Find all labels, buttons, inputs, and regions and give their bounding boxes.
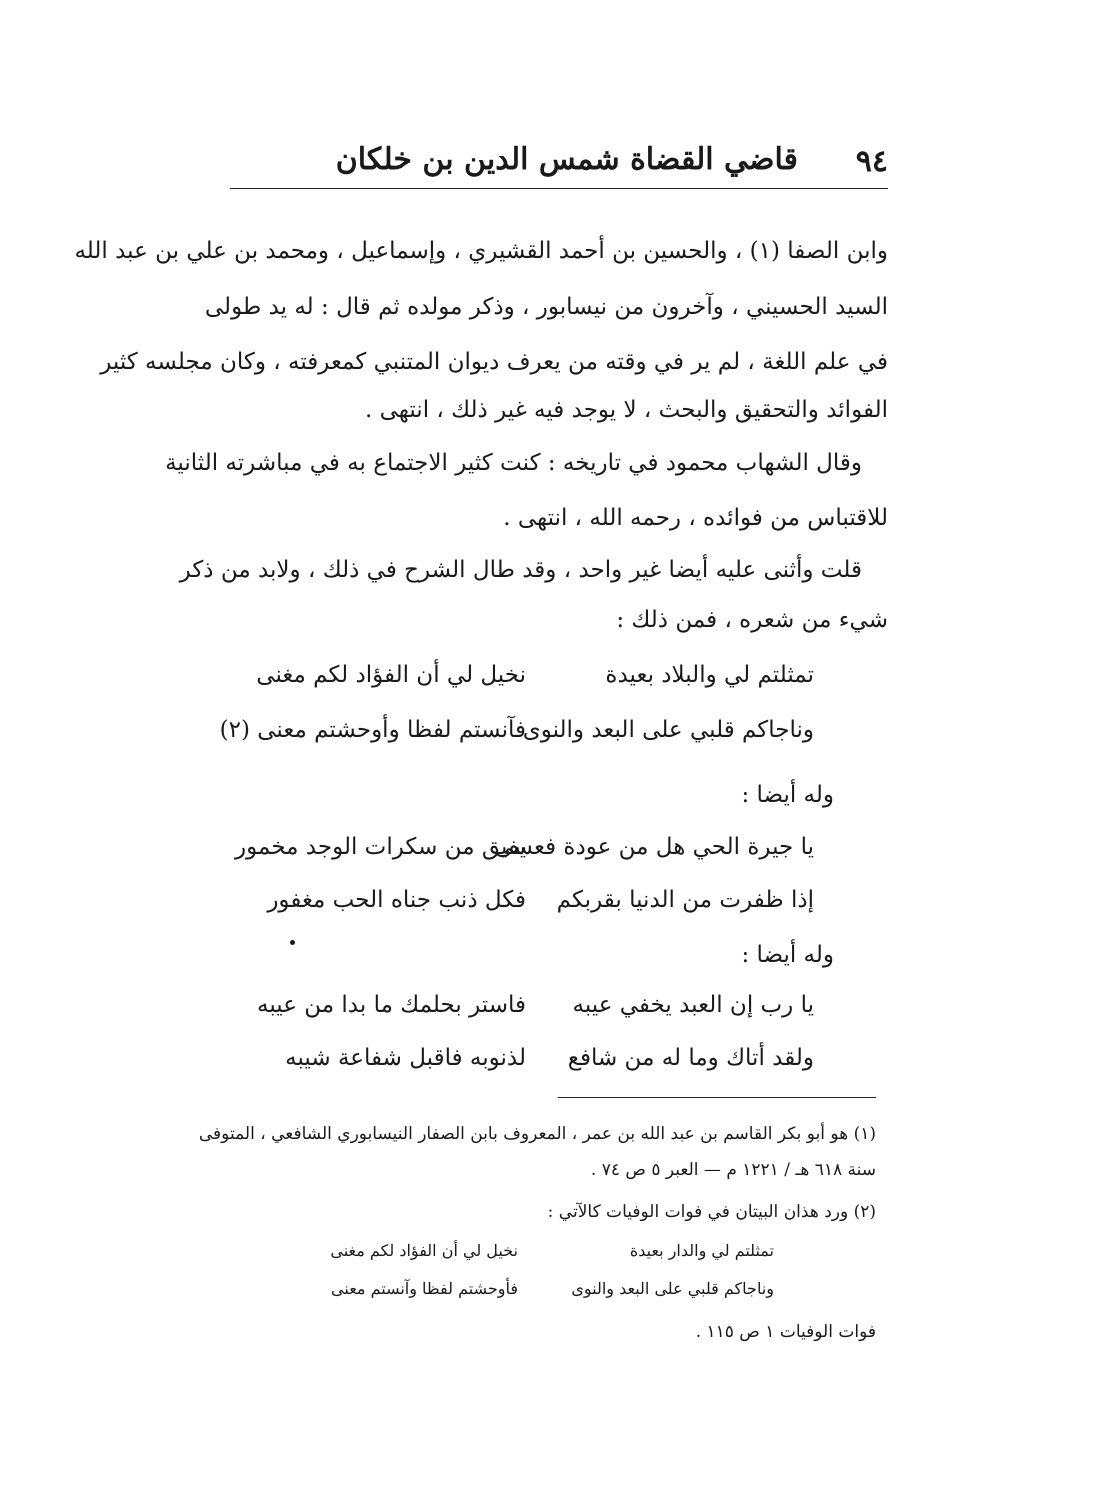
verse-first-hemistich: ولقد أتاك وما له من شافع — [567, 1045, 814, 1071]
verse-first-hemistich: إذا ظفرت من الدنيا بقربكم — [556, 887, 814, 913]
body-line: وابن الصفا (١) ، والحسين بن أحمد القشيري ، وإسماعيل ، ومحمد بن علي بن عبد الله — [74, 238, 888, 264]
print-speck — [290, 940, 295, 945]
footnote-verse-first: وناجاكم قلبي على البعد والنوى — [571, 1279, 774, 1298]
footnote-verse-first: تمثلتم لي والدار بعيدة — [629, 1241, 774, 1260]
body-line: قلت وأثنى عليه أيضا غير واحد ، وقد طال الشرح في ذلك ، ولابد من ذكر — [179, 557, 862, 583]
verse-second-hemistich: يفيق من سكرات الوجد مخمور — [235, 834, 526, 860]
footnote-verse-second: نخيل لي أن الفؤاد لكم مغنى — [330, 1241, 518, 1260]
verse-second-hemistich: نخيل لي أن الفؤاد لكم مغنى — [256, 662, 526, 688]
verse-first-hemistich: يا جيرة الحي هل من عودة فعسى — [494, 834, 814, 860]
footnote-line: (١) هو أبو بكر القاسم بن عبد الله بن عمر ، المعروف بابن الصفار النيسابوري الشافعي ، المتوفى — [198, 1124, 876, 1144]
verse-second-hemistich: فاستر بحلمك ما بدا من عيبه — [257, 992, 526, 1018]
body-line: للاقتباس من فوائده ، رحمه الله ، انتهى . — [503, 505, 888, 531]
body-line: في علم اللغة ، لم ير في وقته من يعرف ديوان المتنبي كمعرفته ، وكان مجلسه كثير — [100, 349, 888, 375]
footnote-separator — [558, 1097, 876, 1098]
verse-first-hemistich: وناجاكم قلبي على البعد والنوى — [522, 717, 814, 743]
footnote-verse-second: فأوحشتم لفظا وآنستم معنى — [331, 1279, 518, 1298]
page-number: ٩٤ — [855, 144, 888, 179]
body-line: وقال الشهاب محمود في تاريخه : كنت كثير الاجتماع به في مباشرته الثانية — [165, 450, 862, 476]
footnote-source: فوات الوفيات ١ ص ١١٥ . — [695, 1322, 876, 1342]
verse-second-hemistich: فكل ذنب جناه الحب مغفور — [267, 887, 526, 913]
verse-intro: وله أيضا : — [741, 942, 834, 968]
verse-second-hemistich: لذنوبه فاقبل شفاعة شيبه — [285, 1045, 526, 1071]
page-header — [230, 132, 888, 189]
footnote-line: (٢) ورد هذان البيتان في فوات الوفيات كالآتي : — [547, 1202, 876, 1222]
body-line: الفوائد والتحقيق والبحث ، لا يوجد فيه غير ذلك ، انتهى . — [364, 397, 888, 423]
verse-first-hemistich: تمثلتم لي والبلاد بعيدة — [605, 662, 814, 688]
body-line: السيد الحسيني ، وآخرون من نيسابور ، وذكر مولده ثم قال : له يد طولى — [204, 294, 888, 320]
body-line: شيء من شعره ، فمن ذلك : — [616, 607, 888, 633]
verse-second-hemistich: فآنستم لفظا وأوحشتم معنى (٢) — [219, 717, 526, 743]
footnote-line: سنة ٦١٨ هـ / ١٢٢١ م — العبر ٥ ص ٧٤ . — [590, 1160, 876, 1180]
running-title: قاضي القضاة شمس الدين بن خلكان — [335, 142, 798, 177]
verse-intro: وله أيضا : — [741, 782, 834, 808]
verse-first-hemistich: يا رب إن العبد يخفي عيبه — [572, 992, 814, 1018]
